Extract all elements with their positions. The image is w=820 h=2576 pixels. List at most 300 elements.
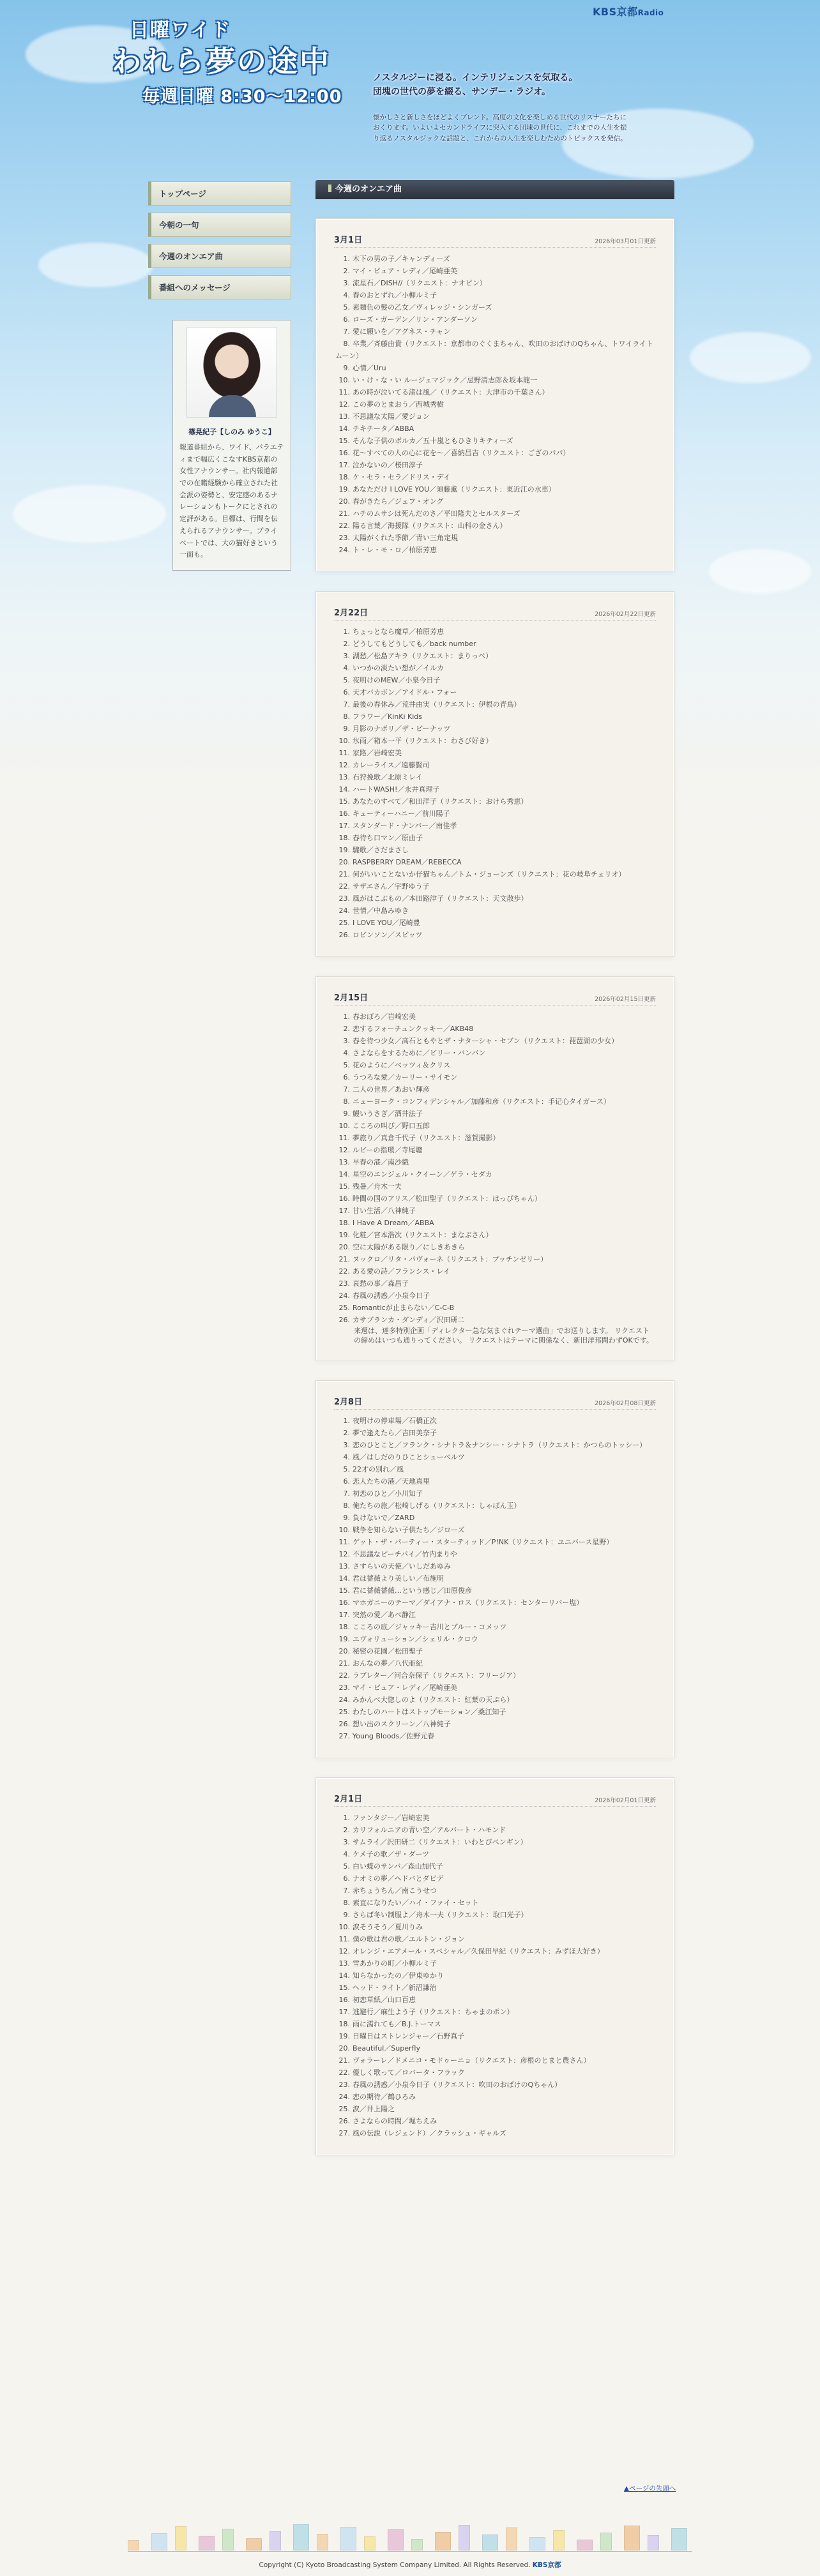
song-title: 二人の世界／あおい輝彦 [353,1085,430,1094]
footer-divider [128,2551,692,2552]
song-number: 9. [343,1911,350,1919]
song-title: ケメ子の歌／ザ・ダーツ [353,1850,430,1858]
nav-top-page[interactable]: トップページ [148,181,291,206]
nav-morning-haiku[interactable]: 今朝の一句 [148,213,291,237]
song-item [334,771,656,783]
song-title: 愛に願いを／アグネス・チャン [353,328,451,336]
song-title: ハートWASH!／永井真理子 [353,785,440,794]
song-item [334,2127,656,2139]
program-title-main: われら夢の途中 [112,44,331,79]
song-title: ラブレター／河合奈保子（リクエスト：フリージア） [353,1671,520,1680]
song-number: 2. [343,1025,350,1033]
song-number: 6. [343,1073,350,1081]
song-title: 花～すべての人の心に花を～／喜納昌吉（リクエスト：ござのパパ） [353,449,570,457]
song-number: 14. [338,1971,350,1980]
song-title: 不思議なピーチパイ／竹内まりや [353,1550,457,1558]
song-item [334,1669,656,1682]
song-title: ヘッド・ライト／新沼謙治 [353,1984,437,1992]
song-number: 25. [338,919,350,927]
song-item [334,326,656,338]
song-number: 25. [338,2105,350,2113]
song-number: 8. [343,340,350,348]
town-house-decoration [317,2534,328,2550]
song-title: 天才バカボン／アイドル・フォー [353,688,457,697]
song-item [334,2042,656,2054]
week-section [315,1380,674,1758]
song-title: ト・レ・モ・ロ／柏原芳恵 [353,546,437,554]
song-number: 19. [338,2032,350,2040]
song-title: 素麺色の髪の乙女／ヴィレッジ・シンガーズ [353,303,492,312]
town-house-decoration [411,2539,423,2550]
song-number: 5. [343,1465,350,1473]
song-item [334,1682,656,1694]
song-item [334,723,656,735]
song-title: おんなの夢／八代亜紀 [353,1659,423,1668]
song-number: 9. [343,364,350,372]
song-title: 鰻いうさぎ／酒井法子 [353,1110,423,1118]
song-number: 14. [338,785,350,794]
song-title: さよならの時間／堀ちえみ [353,2117,437,2125]
song-title: 涙／井上陽之 [353,2105,395,2113]
week-section [315,218,674,572]
song-number: 10. [338,1526,350,1534]
main-content [315,180,674,2155]
program-title-sub: 日曜ワイド [130,19,232,41]
song-number: 4. [343,1453,350,1461]
song-title: 春がきたら／ジェフ・オング [353,497,444,506]
song-title: わたしのハートはストップモーション／桑江知子 [353,1708,506,1716]
week-date: 2月15日 [334,993,368,1003]
song-number: 11. [338,749,350,757]
week-header [334,991,656,1006]
song-title: あなたのすべて／和田洋子（リクエスト：おけら秀恵） [353,797,528,806]
song-title: 優しく歌って／ロバータ・フラック [353,2068,465,2077]
song-item [334,1302,656,1314]
song-title: 君は薔薇より美しい／布施明 [353,1574,444,1583]
town-house-decoration [459,2525,470,2550]
song-number: 22. [338,1671,350,1680]
song-title: 夢旅り／真倉千代子（リクエスト：滋賀撮影） [353,1134,500,1142]
song-number: 4. [343,1850,350,1858]
song-number: 9. [343,1514,350,1522]
song-number: 15. [338,1182,350,1191]
song-title: フラワー／KinKi Kids [353,712,422,721]
song-item [334,1524,656,1536]
town-house-decoration [529,2537,545,2550]
week-section [315,591,674,957]
kbs-kyoto-radio-logo[interactable] [593,4,664,19]
song-item [334,1265,656,1277]
song-title: 負けないで／ZARD [353,1514,415,1522]
song-item [334,1500,656,1512]
song-number: 3. [343,1838,350,1846]
host-name: 篠晃紀子【しのみ ゆうこ】 [188,428,275,436]
song-item [334,662,656,674]
song-number: 16. [338,1599,350,1607]
song-number: 10. [338,1923,350,1931]
song-title: 涙そうそう／夏川りみ [353,1923,423,1931]
song-number: 5. [343,676,350,684]
song-item [334,544,656,556]
song-item [334,747,656,759]
song-number: 18. [338,473,350,481]
song-title: 残暑／舟木一夫 [353,1182,402,1191]
song-number: 19. [338,1231,350,1239]
song-item [334,1475,656,1488]
song-item [334,1451,656,1463]
song-number: 1. [343,1417,350,1425]
song-item [334,650,656,662]
song-title: 流星石／DISH//（リクエスト：ナオピン） [353,279,487,287]
song-number: 21. [338,509,350,518]
song-number: 18. [338,834,350,842]
song-number: 16. [338,449,350,457]
song-title: 哀愁の事／森昌子 [353,1279,409,1288]
nav-message[interactable]: 番組へのメッセージ [148,275,291,299]
song-number: 11. [338,1538,350,1546]
song-item [334,638,656,650]
song-item [334,2054,656,2067]
song-number: 6. [343,1477,350,1486]
song-number: 26. [338,931,350,939]
song-item [334,820,656,832]
week-updated: 2026年02月08日更新 [595,1400,656,1407]
song-title: さよならをするために／ビリー・バンバン [353,1049,486,1057]
song-number: 22. [338,2068,350,2077]
song-item [334,1933,656,1945]
footer-brand: KBS京都 [532,2561,561,2569]
sidebar [148,181,291,571]
song-number: 10. [338,376,350,384]
song-item [334,2091,656,2103]
song-title: スタンダード・ナンバー／南佳孝 [353,822,457,830]
song-number: 26. [338,1720,350,1728]
song-number: 19. [338,846,350,854]
song-item [334,301,656,313]
song-number: 4. [343,664,350,672]
song-item [334,1180,656,1193]
song-item [334,1108,656,1120]
song-title: 星空のエンジェル・クイーン／ゲラ・セダカ [353,1170,492,1179]
song-number: 13. [338,773,350,781]
town-house-decoration [671,2528,687,2550]
song-item [334,880,656,893]
cloud-decoration [709,549,811,594]
song-item [334,1253,656,1265]
song-title: うつろな愛／カーリー・サイモン [353,1073,458,1081]
song-number: 23. [338,1683,350,1692]
song-title: 夜明けの停車場／石橋正次 [353,1417,437,1425]
song-title: 想い出のスクリーン／八神純子 [353,1720,451,1728]
song-title: 恋の期待／鶴ひろみ [353,2093,416,2101]
song-title: 家路／岩崎宏美 [353,749,402,757]
week-updated: 2026年02月15日更新 [595,996,656,1003]
week-section [315,976,674,1361]
song-title: 春風の誘惑／小泉今日子（リクエスト：吹田のおばけのQちゃん） [353,2081,562,2089]
song-title: 夢で逢えたら／吉田美奈子 [353,1429,437,1437]
song-item [334,1706,656,1718]
program-title [112,14,361,107]
song-title: ローズ・ガーデン／リン・アンダーソン [353,315,478,324]
song-title: 湖愁／松島アキラ（リクエスト：まりっぺ） [353,652,493,660]
song-title: 風／はしだのりひことシューベルツ [353,1453,465,1461]
song-title: 化粧／宮本浩次（リクエスト：まなぶさん） [353,1231,493,1239]
song-number: 12. [338,400,350,409]
song-title: サムライ／沢田研二（リクエスト：いわとびペンギン） [353,1838,528,1846]
song-item [334,735,656,747]
week-header [334,1792,656,1807]
song-title: 恋のひとこと／フランク・シナトラ＆ナンシー・シナトラ（リクエスト：かつらのトッシー） [353,1441,647,1449]
song-number: 10. [338,737,350,745]
song-title: ニューヨーク・コンフィデンシャル／加藤和彦（リクエスト：手记心タイガース） [353,1097,611,1106]
town-house-decoration [246,2538,262,2550]
song-title: 春のおとずれ／小柳ルミ子 [353,291,437,299]
song-item [334,1229,656,1241]
copyright [0,2560,820,2570]
song-number: 20. [338,1243,350,1251]
song-item [334,2006,656,2018]
song-item [334,1071,656,1083]
song-item [334,759,656,771]
song-item [334,1488,656,1500]
song-title: 初恋のひと／小川知子 [353,1489,423,1498]
song-title: マイ・ピュア・レディ／尾崎亜美 [353,267,457,275]
song-title: 花のように／ベッツィ＆クリス [353,1061,451,1069]
song-item [334,1059,656,1071]
song-title: 泣かないの／桜田淳子 [353,461,423,469]
song-item [334,1156,656,1168]
song-title: この夢のとまおう／西城秀樹 [353,400,444,409]
song-item [334,2018,656,2030]
song-item [334,1290,656,1302]
song-item [334,1083,656,1096]
host-bio: 報道番組から、ワイド、バラエティまで幅広くこなすKBS京都の女性アナウンサー。社内報道部での在籍経験から確立された社会派の姿勢と、安定感のあるナレーションもトークにとされの定評がある。目標は、行間を伝えられるアナウンサー。プライベートでは、大の猫好きという一面も。 [179,443,284,559]
song-number: 27. [338,2129,350,2137]
song-item [334,435,656,447]
song-number: 2. [343,1429,350,1437]
song-number: 20. [338,858,350,866]
song-number: 8. [343,1899,350,1907]
song-title: 日曜日はストレンジャー／石野真子 [353,2032,465,2040]
song-title: ゲット・ザ・パーティー・スターティッド／P!NK（リクエスト：ユニバース星野） [353,1538,614,1546]
cloud-decoration [13,485,166,543]
song-title: 僕の歌は君の歌／エルトン・ジョン [353,1935,465,1943]
song-number: 5. [343,1061,350,1069]
song-item [334,289,656,301]
song-number: 17. [338,2008,350,2016]
song-title: 春を待つ少女／高石ともやとザ・ナターシャ・セブン（リクエスト：琵琶湖の少女） [353,1037,619,1045]
song-item [334,1836,656,1848]
song-number: 3. [343,652,350,660]
song-number: 27. [338,1732,350,1740]
song-number: 12. [338,1947,350,1955]
song-title: 春待ち口マン／原由子 [353,834,423,842]
song-item [334,2103,656,2115]
song-title: ルビーの指環／寺尾聰 [353,1146,423,1154]
song-number: 13. [338,1158,350,1166]
song-title: い・け・な・い ルージュマジック／忌野清志郎＆坂本龍一 [353,376,538,384]
song-item [334,1439,656,1451]
song-item [334,1096,656,1108]
song-item [334,362,656,374]
song-number: 5. [343,1862,350,1871]
song-number: 26. [338,1316,350,1324]
song-number: 9. [343,1110,350,1118]
program-description: 懐かしさと新しさをほどよくブレンド。高度の文化を楽しめる世代のリスナーたちにおくります。いよいよセカンドライフに突入する団塊の世代に、これまでの人生を振り返るノスタルジックな話題と、これからの人生を楽しむためのトピックスを発信。 [373,114,627,142]
program-time: 毎週日曜 8:30～12:00 [142,86,342,107]
tagline-line2: 団塊の世代の夢を綴る、サンデー・ラジオ。 [373,86,551,97]
song-item [334,1548,656,1560]
week-date: 2月8日 [334,1397,363,1407]
song-title: 初恋草紙／山口百恵 [353,1996,416,2004]
song-title: ちょっとなら魔草／柏原芳恵 [353,628,444,636]
song-item [334,868,656,880]
song-title: ヌックロ／リタ・パヴォーネ（リクエスト：プッチンゼリー） [353,1255,548,1263]
back-to-top-link[interactable]: ▲ページの先頭へ [624,2485,676,2492]
song-item [334,1597,656,1609]
song-title: どうしてもどうしても／back number [353,640,476,648]
song-item [334,1718,656,1730]
song-item [334,1536,656,1548]
song-list [334,253,656,556]
week-updated: 2026年02月01日更新 [595,1797,656,1804]
song-title: こころの叫び／野口五郎 [353,1122,430,1130]
town-house-decoration [624,2526,640,2550]
song-item [334,265,656,277]
song-number: 1. [343,628,350,636]
song-item [334,2115,656,2127]
song-item [334,626,656,638]
song-item [334,1585,656,1597]
song-number: 6. [343,315,350,324]
song-number: 4. [343,291,350,299]
song-number: 12. [338,1146,350,1154]
song-number: 18. [338,1623,350,1631]
nav-onair-songs[interactable]: 今週のオンエア曲 [148,244,291,268]
song-item [334,711,656,723]
song-list [334,1011,656,1326]
song-item [334,917,656,929]
song-number: 2. [343,640,350,648]
town-house-decoration [340,2527,356,2550]
song-number: 24. [338,546,350,554]
song-item [334,520,656,532]
song-item [334,2030,656,2042]
song-title: 春風の誘惑／小泉今日子 [353,1292,430,1300]
song-title: ファンタジー／岩崎宏美 [353,1814,430,1822]
town-house-decoration [222,2529,234,2550]
song-number: 20. [338,497,350,506]
town-house-decoration [388,2529,404,2550]
cloud-decoration [38,243,153,287]
song-number: 20. [338,1647,350,1655]
song-number: 26. [338,2117,350,2125]
song-title: 恋するフォーチュンクッキー／AKB48 [353,1025,474,1033]
song-item [334,1945,656,1957]
song-number: 24. [338,2093,350,2101]
town-house-decoration [199,2536,215,2550]
song-list [334,1415,656,1742]
song-item [334,905,656,917]
town-house-decoration [435,2532,451,2550]
song-number: 17. [338,1207,350,1215]
song-number: 13. [338,1959,350,1968]
song-item [334,1812,656,1824]
song-number: 22. [338,522,350,530]
song-number: 2. [343,1826,350,1834]
song-item [334,1132,656,1144]
song-item [334,277,656,289]
song-title: 白い蝶のサンバ／森山加代子 [353,1862,443,1871]
song-number: 6. [343,688,350,697]
song-item [334,1512,656,1524]
song-item [334,686,656,698]
song-item [334,1609,656,1621]
song-title: マイ・ピュア・レディ／尾崎亜美 [353,1683,457,1692]
song-title: 卒業／斉藤由貴（リクエスト：京都市のぐくまちゃん、吹田のおばけのQちゃん、トワイライトムーン） [335,340,653,360]
song-number: 17. [338,1611,350,1619]
week-header [334,606,656,621]
song-number: 21. [338,1255,350,1263]
song-item [334,1730,656,1742]
song-number: 15. [338,797,350,806]
town-house-decoration [648,2535,659,2550]
song-title: RASPBERRY DREAM／REBECCA [353,858,462,866]
song-title: 秘密の花園／松田聖子 [353,1647,423,1655]
song-item [334,532,656,544]
song-title: 太陽がくれた季節／青い三角定規 [353,534,458,542]
song-number: 14. [338,1574,350,1583]
song-number: 23. [338,894,350,903]
brand-text: KBS京都 [593,6,638,18]
song-title: あの時が泣いてる渚は風／（リクエスト：大津市の千葉さん） [353,388,549,396]
week-date: 3月1日 [334,236,363,245]
week-header [334,233,656,248]
song-list [334,1812,656,2139]
song-item [334,844,656,856]
song-number: 5. [343,303,350,312]
song-item [334,1427,656,1439]
song-item [334,1957,656,1970]
song-item [334,253,656,265]
song-number: 7. [343,328,350,336]
song-number: 20. [338,2044,350,2053]
song-item [334,471,656,483]
song-title: カレーライス／遠藤賢司 [353,761,430,769]
song-title: 戦争を知らない子供たち／ジローズ [353,1526,465,1534]
town-house-decoration [553,2530,565,2550]
song-number: 17. [338,822,350,830]
tagline [373,72,628,99]
song-item [334,698,656,711]
song-item [334,1970,656,1982]
song-title: 風の伝説（レジェンド）／クラッシュ・ギャルズ [353,2129,506,2137]
song-item [334,1694,656,1706]
town-house-decoration [175,2526,186,2550]
week-date: 2月1日 [334,1795,363,1804]
song-number: 12. [338,761,350,769]
song-title: 突然の愛／あべ静江 [353,1611,416,1619]
song-item [334,1120,656,1132]
town-house-decoration [364,2536,376,2550]
song-item [334,1657,656,1669]
cloud-decoration [690,332,811,383]
town-house-decoration [151,2533,167,2550]
song-item [334,856,656,868]
song-item [334,374,656,386]
song-item [334,1168,656,1180]
song-title: 何がいいことないか仔猫ちゃん／トム・ジョーンズ（リクエスト：花の岐阜チェリオ） [353,870,626,878]
